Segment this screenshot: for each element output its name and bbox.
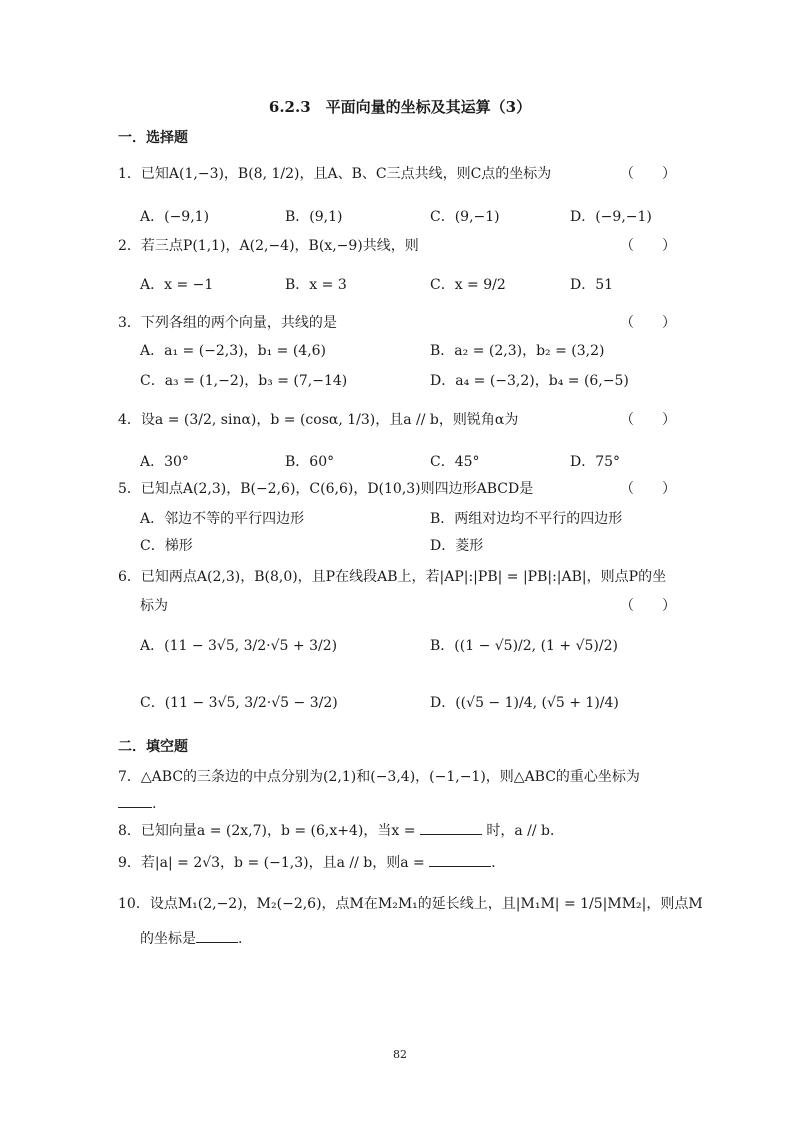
question-6-option-a: A．(11 − 3√5, 3/2·√5 + 3/2) bbox=[140, 638, 338, 654]
question-7-answer-line bbox=[118, 795, 156, 812]
question-2-stem: 2．若三点P(1,1)，A(2,−4)，B(x,−9)共线，则 bbox=[118, 238, 419, 254]
question-3-answer-paren: （ ） bbox=[620, 315, 676, 331]
question-10-stem-continued: 的坐标是 bbox=[140, 931, 196, 947]
question-6-option-c: C．(11 − 3√5, 3/2·√5 − 3/2) bbox=[140, 695, 338, 711]
question-4-answer-paren: （ ） bbox=[620, 412, 676, 428]
question-4-option-d: D．75° bbox=[570, 454, 621, 470]
question-9-blank[interactable] bbox=[429, 854, 491, 867]
question-8-stem-end: 时，a // b． bbox=[486, 823, 565, 839]
question-1-stem: 1．已知A(1,−3)，B(8, 1/2)，且A、B、C三点共线，则C点的坐标为 bbox=[118, 166, 552, 182]
question-2-option-d: D．51 bbox=[570, 277, 614, 293]
question-6-option-b: B．((1 − √5)/2, (1 + √5)/2) bbox=[430, 638, 618, 654]
question-8-blank[interactable] bbox=[420, 822, 482, 835]
question-6-stem-continued: 标为 bbox=[140, 598, 168, 614]
question-2-option-a: A．x = −1 bbox=[140, 277, 214, 293]
question-2-answer-paren: （ ） bbox=[620, 238, 676, 254]
question-1-option-a: A．(−9,1) bbox=[140, 209, 210, 225]
question-7-period: . bbox=[152, 796, 157, 812]
question-10-period: . bbox=[238, 931, 243, 947]
question-9-line bbox=[118, 852, 505, 872]
question-1-option-d: D．(−9,−1) bbox=[570, 209, 652, 225]
question-7-blank[interactable] bbox=[118, 795, 152, 808]
question-3-option-b: B．a₂ = (2,3)，b₂ = (3,2) bbox=[430, 343, 605, 359]
question-10-line-2 bbox=[140, 928, 242, 948]
section-heading-fill: 二．填空题 bbox=[118, 739, 188, 755]
question-6-option-d: D．((√5 − 1)/4, (√5 + 1)/4) bbox=[430, 695, 619, 711]
question-4-option-a: A．30° bbox=[140, 454, 189, 470]
question-5-answer-paren: （ ） bbox=[620, 481, 676, 497]
question-10-stem: 10．设点M₁(2,−2)，M₂(−2,6)，点M在M₂M₁的延长线上，且|M₁M| = 1/5|MM₂|，则点M bbox=[118, 896, 703, 912]
question-1-option-c: C．(9,−1) bbox=[430, 209, 500, 225]
page-title: 6.2.3 平面向量的坐标及其运算（3） bbox=[268, 98, 532, 116]
question-8-stem: 8．已知向量a = (2x,7)，b = (6,x+4)，当x = bbox=[118, 823, 416, 839]
question-1-option-b: B．(9,1) bbox=[285, 209, 343, 225]
question-6-answer-paren: （ ） bbox=[620, 598, 676, 614]
page-number: 82 bbox=[393, 1048, 407, 1061]
question-4-option-c: C．45° bbox=[430, 454, 480, 470]
question-9-stem: 9．若|a| = 2√3，b = (−1,3)，且a // b，则a = bbox=[118, 855, 425, 871]
question-2-option-c: C．x = 9/2 bbox=[430, 277, 506, 293]
question-6-stem: 6．已知两点A(2,3)，B(8,0)，且P在线段AB上，若|AP|:|PB| = |PB|:|AB|，则点P的坐 bbox=[118, 569, 667, 585]
question-4-stem: 4．设a = (3/2, sinα)，b = (cosα, 1/3)，且a // b，则锐角α为 bbox=[118, 412, 519, 428]
question-3-option-c: C．a₃ = (1,−2)，b₃ = (7,−14) bbox=[140, 373, 348, 389]
question-2-option-b: B．x = 3 bbox=[285, 277, 347, 293]
question-5-option-a: A．邻边不等的平行四边形 bbox=[140, 511, 305, 527]
section-heading-choice: 一．选择题 bbox=[118, 130, 188, 146]
question-1-answer-paren: （ ） bbox=[620, 166, 676, 182]
question-8-line bbox=[118, 820, 564, 840]
question-3-option-d: D．a₄ = (−3,2)，b₄ = (6,−5) bbox=[430, 373, 629, 389]
question-3-option-a: A．a₁ = (−2,3)，b₁ = (4,6) bbox=[140, 343, 327, 359]
question-5-stem: 5．已知点A(2,3)，B(−2,6)，C(6,6)，D(10,3)则四边形ABCD是 bbox=[118, 481, 534, 497]
question-5-option-c: C．梯形 bbox=[140, 538, 193, 554]
question-5-option-d: D．菱形 bbox=[430, 538, 484, 554]
question-9-stem-end: ． bbox=[491, 855, 506, 871]
question-10-blank[interactable] bbox=[196, 930, 238, 943]
question-5-option-b: B．两组对边均不平行的四边形 bbox=[430, 511, 623, 527]
question-3-stem: 3．下列各组的两个向量，共线的是 bbox=[118, 315, 337, 331]
question-4-option-b: B．60° bbox=[285, 454, 335, 470]
question-7-stem: 7．△ABC的三条边的中点分别为(2,1)和(−3,4)，(−1,−1)，则△ABC的重心坐标为 bbox=[118, 769, 640, 785]
